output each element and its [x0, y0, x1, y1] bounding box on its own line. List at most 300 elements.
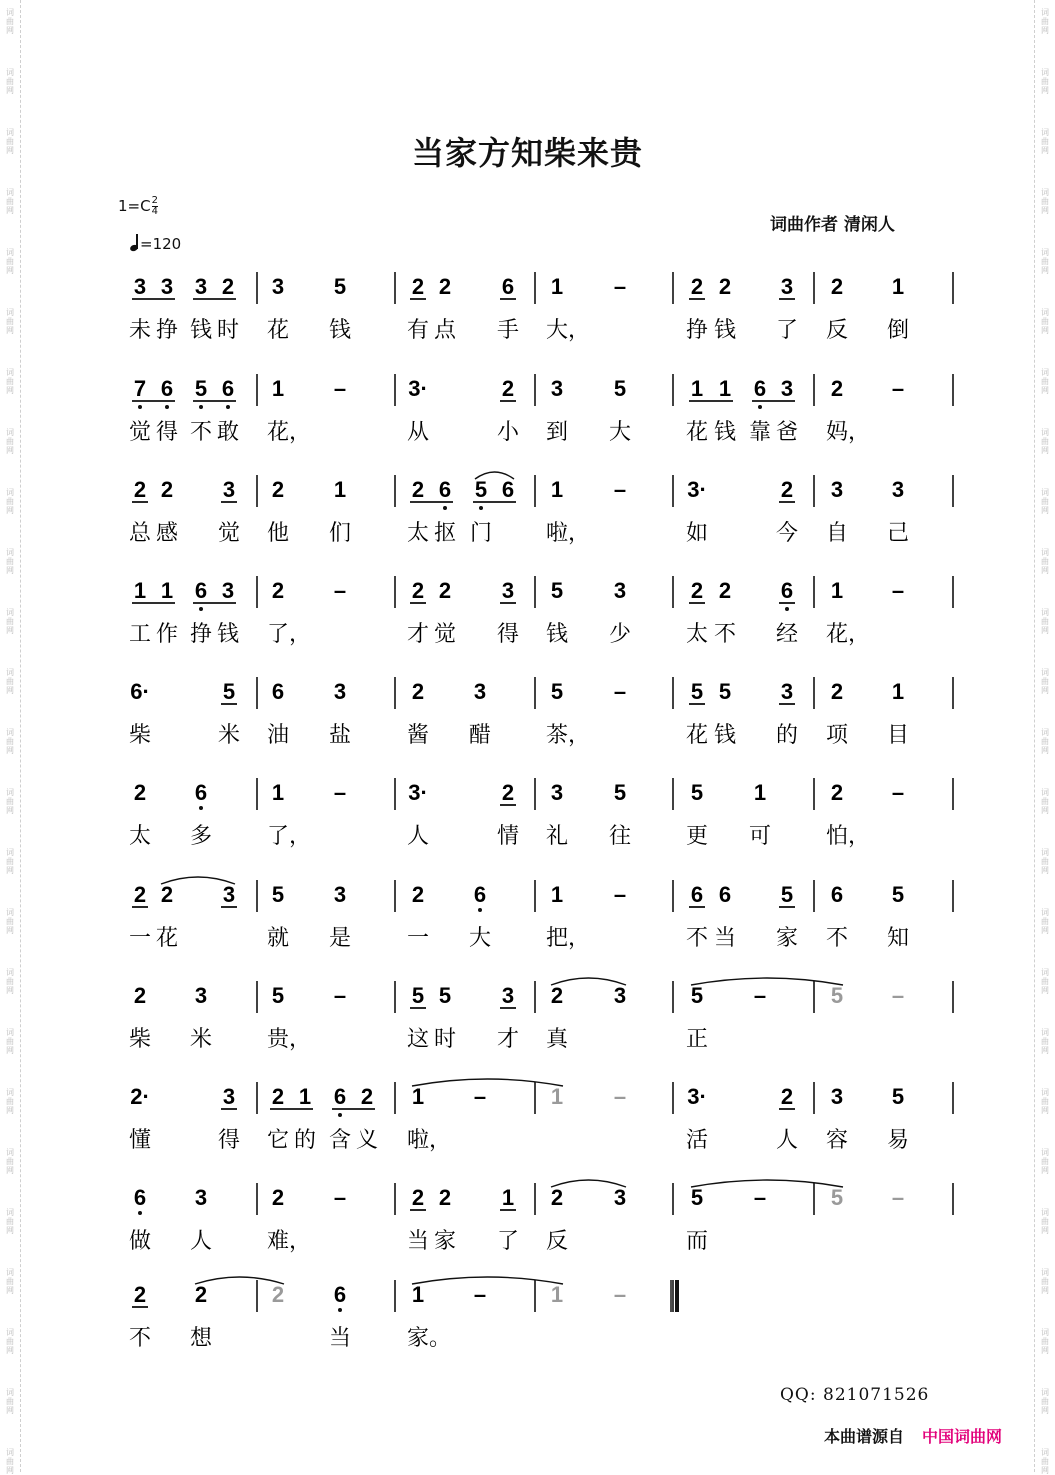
lyric: 不 [826, 926, 849, 951]
note: 5 [474, 477, 488, 502]
note: 1 [550, 882, 564, 907]
note: – [891, 780, 905, 805]
low-octave-dot [758, 405, 762, 409]
note: 3 [194, 1185, 208, 1210]
lyric: 钱 [714, 420, 737, 445]
lyric: 啦， [407, 1128, 452, 1153]
lyric: 更 [686, 824, 709, 849]
lyric: 往 [609, 824, 632, 849]
note: – [613, 679, 627, 704]
note: 3 [222, 1084, 236, 1109]
note: 6· [130, 679, 150, 704]
watermark-text: 词 曲 网 [6, 1088, 14, 1115]
note: 1 [718, 376, 732, 401]
watermark-text: 词 曲 网 [6, 368, 14, 395]
lyric: 己 [887, 521, 910, 546]
note: 2 [501, 780, 515, 805]
note: – [753, 983, 767, 1008]
low-octave-dot [338, 1308, 342, 1312]
watermark-text: 词 曲 网 [1041, 548, 1049, 575]
note: 5 [194, 376, 208, 401]
note: 2 [411, 578, 425, 603]
note: 3 [830, 477, 844, 502]
note: 2 [133, 477, 147, 502]
watermark-text: 词 曲 网 [1041, 188, 1049, 215]
low-octave-dot [138, 1211, 142, 1215]
note: – [613, 1084, 627, 1109]
lyric: 未 [129, 318, 152, 343]
watermark-text: 词 曲 网 [1041, 1028, 1049, 1055]
lyric: 工 [129, 622, 152, 647]
lyric: 当 [714, 926, 737, 951]
lyric: 一 [129, 926, 152, 951]
lyric: 有 [407, 318, 430, 343]
note: 3· [408, 780, 428, 805]
lyric: 敢 [217, 420, 240, 445]
note: 5 [830, 1185, 844, 1210]
lyric: 容 [826, 1128, 849, 1153]
lyric: 花 [686, 723, 709, 748]
watermark-text: 词 曲 网 [1041, 668, 1049, 695]
lyric: 知 [887, 926, 910, 951]
lyric: 人 [190, 1229, 213, 1254]
note: 6 [194, 578, 208, 603]
lyric: 不 [190, 420, 213, 445]
note: 3· [408, 376, 428, 401]
lyric: 盐 [329, 723, 352, 748]
low-octave-dot [226, 405, 230, 409]
note: 3 [133, 274, 147, 299]
lyric: 了， [267, 622, 312, 647]
lyric: 得 [218, 1128, 241, 1153]
note: 1 [690, 376, 704, 401]
watermark-text: 词 曲 网 [1041, 1088, 1049, 1115]
watermark-text: 词 曲 网 [6, 1268, 14, 1295]
watermark-text: 词 曲 网 [1041, 308, 1049, 335]
lyric: 米 [218, 723, 241, 748]
lyric: 情 [497, 824, 520, 849]
note: 2 [271, 477, 285, 502]
lyric: 懂 [129, 1128, 152, 1153]
note: 3· [687, 1084, 707, 1109]
note: 2 [411, 1185, 425, 1210]
lyric: 它 [267, 1128, 290, 1153]
watermark-text: 词 曲 网 [6, 608, 14, 635]
watermark-text: 词 曲 网 [6, 728, 14, 755]
low-octave-dot [199, 806, 203, 810]
note: 1 [333, 477, 347, 502]
low-octave-dot [338, 1113, 342, 1117]
note: 2 [501, 376, 515, 401]
note: 5 [690, 679, 704, 704]
note: 2 [411, 477, 425, 502]
watermark-text: 词 曲 网 [6, 848, 14, 875]
note: 6 [473, 882, 487, 907]
watermark-text: 词 曲 网 [6, 308, 14, 335]
note: 2 [438, 1185, 452, 1210]
lyric: 今 [776, 521, 799, 546]
note: 5 [830, 983, 844, 1008]
note: 2 [411, 882, 425, 907]
watermark-text: 词 曲 网 [1041, 68, 1049, 95]
lyric: 花 [156, 926, 179, 951]
watermark-text: 词 曲 网 [6, 908, 14, 935]
note: 1 [271, 376, 285, 401]
note: 3 [160, 274, 174, 299]
watermark-text: 词 曲 网 [6, 968, 14, 995]
note: 2 [718, 274, 732, 299]
source-site-link[interactable]: 中国词曲网 [922, 1427, 1003, 1446]
watermark-text: 词 曲 网 [6, 548, 14, 575]
note: 1 [411, 1084, 425, 1109]
author-credit: 词曲作者 清闲人 [770, 215, 895, 235]
lyric: 他 [267, 521, 290, 546]
lyric: 花， [267, 420, 312, 445]
note: 2 [690, 578, 704, 603]
note: 2 [830, 679, 844, 704]
lyric: 啦， [546, 521, 591, 546]
lyric: 太 [407, 521, 430, 546]
lyric: 了 [776, 318, 799, 343]
slur-arc [691, 1180, 843, 1187]
note: 2· [130, 1084, 150, 1109]
lyric: 抠 [434, 521, 457, 546]
note: 5 [891, 1084, 905, 1109]
note: 5 [411, 983, 425, 1008]
note: 1 [550, 1084, 564, 1109]
note: 2 [133, 983, 147, 1008]
note: 5 [550, 578, 564, 603]
lyric: 这 [407, 1027, 430, 1052]
lyric: 总 [129, 521, 152, 546]
time-signature: $\frac{2}{4}$ [151, 195, 158, 217]
note: 6 [718, 882, 732, 907]
lyric: 贵， [267, 1027, 312, 1052]
note: 6 [830, 882, 844, 907]
note: 6 [333, 1282, 347, 1307]
lyric: 酱 [407, 723, 430, 748]
note: – [613, 274, 627, 299]
note: 6 [194, 780, 208, 805]
note: 2 [830, 274, 844, 299]
watermark-text: 词 曲 网 [6, 488, 14, 515]
lyric: 如 [686, 521, 709, 546]
qq-contact: QQ: 821071526 [780, 1385, 930, 1405]
note: 2 [221, 274, 235, 299]
note: – [333, 780, 347, 805]
lyric: 门 [470, 521, 493, 546]
lyric: 米 [190, 1027, 213, 1052]
lyric: 觉 [434, 622, 457, 647]
note: 3 [613, 578, 627, 603]
lyric: 到 [546, 420, 569, 445]
lyric: 的 [294, 1128, 317, 1153]
lyric: 多 [190, 824, 213, 849]
lyric: 含 [329, 1128, 352, 1153]
note: 1 [411, 1282, 425, 1307]
lyric: 人 [776, 1128, 799, 1153]
note: 6 [438, 477, 452, 502]
watermark-text: 词 曲 网 [6, 668, 14, 695]
watermark-text: 词 曲 网 [1041, 8, 1049, 35]
note: 1 [830, 578, 844, 603]
lyric: 不 [129, 1326, 152, 1351]
note: 3 [501, 578, 515, 603]
lyric: 做 [129, 1229, 152, 1254]
note: 2 [271, 1084, 285, 1109]
slur-arc [691, 978, 843, 985]
lyric: 钱 [546, 622, 569, 647]
note: 5 [271, 983, 285, 1008]
lyric: 自 [826, 521, 849, 546]
source-text: 本曲谱源自 [824, 1427, 905, 1446]
note: 1 [550, 274, 564, 299]
note: 6 [501, 274, 515, 299]
watermark-text: 词 曲 网 [1041, 1268, 1049, 1295]
lyric: 花 [686, 420, 709, 445]
lyric: 才 [497, 1027, 520, 1052]
source-credit [824, 1424, 1002, 1447]
note: 3 [501, 983, 515, 1008]
note: – [613, 477, 627, 502]
watermark-text: 词 曲 网 [1041, 1388, 1049, 1415]
watermark-text: 词 曲 网 [1041, 368, 1049, 395]
note: 5 [690, 780, 704, 805]
note: 6 [690, 882, 704, 907]
watermark-text: 词 曲 网 [1041, 968, 1049, 995]
watermark-text: 词 曲 网 [6, 1208, 14, 1235]
note: 3 [891, 477, 905, 502]
note: 3 [473, 679, 487, 704]
note: 5 [780, 882, 794, 907]
low-octave-dot [199, 405, 203, 409]
note: 2 [133, 780, 147, 805]
lyric: 目 [887, 723, 910, 748]
note: – [753, 1185, 767, 1210]
note: 1 [501, 1185, 515, 1210]
lyric: 家。 [407, 1326, 452, 1351]
low-octave-dot [138, 405, 142, 409]
lyric: 感 [156, 521, 179, 546]
note: 2 [160, 882, 174, 907]
lyric: 挣 [686, 318, 709, 343]
lyric: 妈， [826, 420, 871, 445]
note: – [613, 1282, 627, 1307]
note: – [891, 983, 905, 1008]
note: 1 [298, 1084, 312, 1109]
lyric: 钱 [714, 723, 737, 748]
note: 3· [687, 477, 707, 502]
key-label: 1=C [118, 197, 151, 215]
note: 2 [780, 1084, 794, 1109]
lyric: 时 [217, 318, 240, 343]
note: 5 [333, 274, 347, 299]
lyric: 活 [686, 1128, 709, 1153]
lyric: 把， [546, 926, 591, 951]
lyric: 不 [686, 926, 709, 951]
lyric: 小 [497, 420, 520, 445]
lyric: 了 [497, 1229, 520, 1254]
note: 3 [613, 1185, 627, 1210]
lyric: 钱 [714, 318, 737, 343]
lyric: 怕， [826, 824, 871, 849]
note: – [891, 1185, 905, 1210]
note: 5 [718, 679, 732, 704]
watermark-text: 词 曲 网 [1041, 1328, 1049, 1355]
lyric: 不 [714, 622, 737, 647]
lyric: 才 [407, 622, 430, 647]
watermark-text: 词 曲 网 [6, 68, 14, 95]
lyric: 反 [826, 318, 849, 343]
note: 1 [133, 578, 147, 603]
note: 2 [718, 578, 732, 603]
lyric: 正 [686, 1027, 709, 1052]
watermark-text: 词 曲 网 [1041, 908, 1049, 935]
note: 1 [550, 477, 564, 502]
lyric: 得 [156, 420, 179, 445]
note: 2 [271, 1282, 285, 1307]
low-octave-dot [479, 506, 483, 510]
note: 3 [613, 983, 627, 1008]
note: 5 [613, 780, 627, 805]
watermark-text: 词 曲 网 [1041, 608, 1049, 635]
note: 6 [333, 1084, 347, 1109]
lyric: 点 [434, 318, 457, 343]
note: 2 [411, 274, 425, 299]
note: 1 [891, 679, 905, 704]
note: 5 [891, 882, 905, 907]
lyric: 家 [434, 1229, 457, 1254]
note: 2 [550, 983, 564, 1008]
note: 6 [780, 578, 794, 603]
watermark-text: 词 曲 网 [1041, 788, 1049, 815]
watermark-text: 词 曲 网 [1041, 128, 1049, 155]
note: – [473, 1282, 487, 1307]
slur-arc [412, 1079, 563, 1086]
watermark-text: 词 曲 网 [6, 8, 14, 35]
note: 3 [780, 376, 794, 401]
watermark-text: 词 曲 网 [6, 1328, 14, 1355]
low-octave-dot [443, 506, 447, 510]
note: – [613, 882, 627, 907]
note: 2 [271, 1185, 285, 1210]
watermark-text: 词 曲 网 [1041, 1208, 1049, 1235]
watermark-text: 词 曲 网 [6, 1448, 14, 1475]
lyric: 的 [776, 723, 799, 748]
watermark-text: 词 曲 网 [1041, 1148, 1049, 1175]
note: 5 [550, 679, 564, 704]
watermark-text: 词 曲 网 [1041, 848, 1049, 875]
slur-arc [412, 1277, 563, 1284]
lyric: 钱 [190, 318, 213, 343]
lyric: 人 [407, 824, 430, 849]
watermark-text: 词 曲 网 [6, 428, 14, 455]
lyric: 太 [686, 622, 709, 647]
note: 3 [830, 1084, 844, 1109]
lyric: 钱 [329, 318, 352, 343]
note: 6 [501, 477, 515, 502]
watermark-text: 词 曲 网 [6, 128, 14, 155]
note: 3 [222, 477, 236, 502]
tempo-value: =120 [140, 235, 182, 253]
note: 3 [550, 376, 564, 401]
lyric: 大 [469, 926, 492, 951]
lyric: 大， [546, 318, 591, 343]
lyric: 醋 [469, 723, 492, 748]
note: 1 [753, 780, 767, 805]
lyric: 就 [267, 926, 290, 951]
watermark-text: 词 曲 网 [1041, 248, 1049, 275]
lyric: 真 [546, 1027, 569, 1052]
lyric: 作 [156, 622, 179, 647]
lyric: 难， [267, 1229, 312, 1254]
note: 2 [133, 882, 147, 907]
watermark-text: 词 曲 网 [6, 188, 14, 215]
note: 2 [690, 274, 704, 299]
note: 2 [550, 1185, 564, 1210]
watermark-text: 词 曲 网 [1041, 488, 1049, 515]
lyric: 而 [686, 1229, 709, 1254]
note: 2 [160, 477, 174, 502]
note: 6 [133, 1185, 147, 1210]
watermark-text: 词 曲 网 [1041, 728, 1049, 755]
lyric: 觉 [129, 420, 152, 445]
lyric: 当 [407, 1229, 430, 1254]
low-octave-dot [165, 405, 169, 409]
note: 2 [438, 578, 452, 603]
lyric: 时 [434, 1027, 457, 1052]
note: 2 [360, 1084, 374, 1109]
watermark-text: 词 曲 网 [6, 788, 14, 815]
lyric: 可 [749, 824, 772, 849]
lyric: 想 [190, 1326, 213, 1351]
slur-arc [195, 1277, 284, 1284]
note: 1 [271, 780, 285, 805]
lyric: 得 [497, 622, 520, 647]
note: – [891, 578, 905, 603]
note: 3 [780, 679, 794, 704]
note: – [333, 1185, 347, 1210]
note: 5 [690, 983, 704, 1008]
lyric: 易 [887, 1128, 910, 1153]
lyric: 是 [329, 926, 352, 951]
note: 5 [222, 679, 236, 704]
note: 3 [222, 882, 236, 907]
low-octave-dot [199, 607, 203, 611]
note: – [891, 376, 905, 401]
note: 3 [550, 780, 564, 805]
note: 2 [133, 1282, 147, 1307]
note: 3 [333, 882, 347, 907]
lyric: 倒 [887, 318, 910, 343]
note: – [333, 376, 347, 401]
note: 7 [133, 376, 147, 401]
lyric: 挣 [156, 318, 179, 343]
low-octave-dot [785, 607, 789, 611]
watermark-text: 词 曲 网 [6, 1388, 14, 1415]
note: 2 [271, 578, 285, 603]
note: 5 [690, 1185, 704, 1210]
note: 3 [194, 983, 208, 1008]
note: 3 [194, 274, 208, 299]
note: 6 [221, 376, 235, 401]
lyric: 靠 [749, 420, 772, 445]
note: 3 [333, 679, 347, 704]
note: 2 [830, 780, 844, 805]
note: 3 [271, 274, 285, 299]
note: 6 [271, 679, 285, 704]
watermark-text: 词 曲 网 [6, 248, 14, 275]
